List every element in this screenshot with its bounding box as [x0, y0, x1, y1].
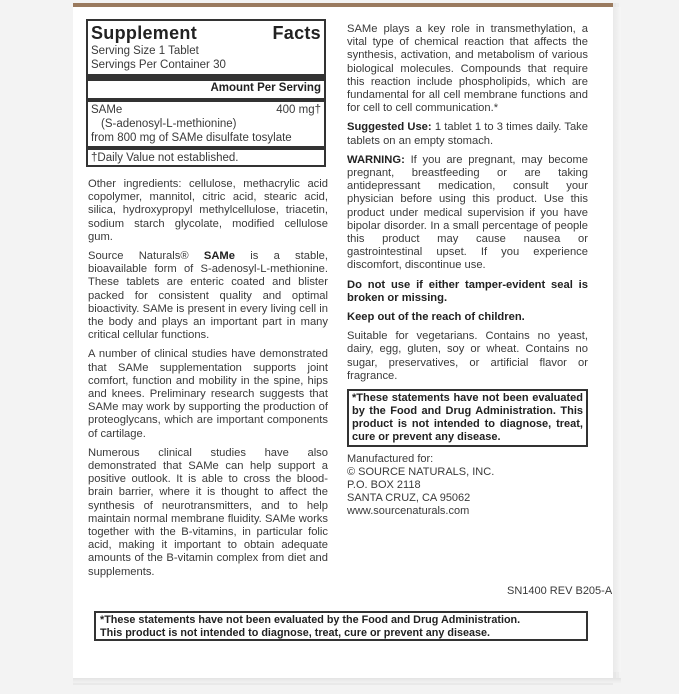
outlook-paragraph: Numerous clinical studies have also demonstrated that SAMe can help support a positive outlook. It is able to cross the blood-brain barrier, where it is thought to affect the synthesis of neurotransmitters, and to help maintain normal membrane fluidity. SAMe works together with the B-vitamins, in particular folic acid, making it important to obtain adequate amounts of the B-vitamin complex from diet and supplements. [88, 446, 328, 578]
transmethylation-paragraph: SAMe plays a key role in transmethylation, a vital type of chemical reaction that affects the synthesis, activation, and metabolism of various biological molecules. Compounds that require this reaction include phospholipids, which are fundamental for all cell membrane functions and for cell to cell communication.* [347, 23, 588, 115]
right-column [347, 23, 588, 518]
intro-paragraph: Source Naturals® SAMe is a stable, bioavailable form of S-adenosyl-L-methionine. These tablets are enteric coated and blister packed for consistent quality and optimal bioactivity. SAMe is present in every living cell in the body and plays an important part in many critical cellular functions. [88, 250, 329, 342]
ingredient-name: SAMe [91, 104, 123, 116]
disclaimer-line-1: *These statements have not been evaluated by the Food and Drug Administration. [100, 614, 521, 626]
vegetarian-note: Suitable for vegetarians. Contains no yeast, dairy, egg, gluten, soy or wheat. Contains no sugar, preservatives, or artificial flavor or fragrance. [347, 330, 588, 382]
manufacturer-info: Manufactured for: © SOURCE NATURALS, INC. P.O. BOX 2118 SANTA CRUZ, CA 95062 www.sourcenaturals.com [347, 453, 495, 518]
disclaimer-line-2: This product is not intended to diagnose, treat, cure or prevent any disease. [100, 627, 490, 639]
amount-per-serving-header: Amount Per Serving [210, 82, 321, 94]
bottom-disclaimer-box [94, 611, 588, 641]
other-ingredients: Other ingredients: cellulose, methacrylic acid copolymer, mannitol, citric acid, stearic acid, silica, hydroxypropyl methylcellulose, triacetin, sodium starch glycolate, modified cellulose gum. [88, 178, 328, 243]
box-side-edge [613, 7, 621, 672]
servings-per-container: Servings Per Container 30 [91, 59, 226, 71]
ingredient-sub: (S-adenosyl-L-methionine) [101, 118, 237, 130]
daily-value-note: †Daily Value not established. [91, 152, 239, 164]
brand-product: SAMe [203, 250, 235, 263]
thick-divider-bottom [88, 146, 324, 150]
facts-title: Supplement Facts [91, 23, 321, 43]
left-column [88, 178, 328, 585]
thick-divider [88, 74, 324, 81]
box-bottom-shadow [73, 678, 621, 683]
revision-code: SN1400 REV B205-A [507, 585, 613, 597]
serving-size: Serving Size 1 Tablet [91, 45, 199, 57]
ingredient-amount: 400 mg† [276, 104, 321, 116]
warning-paragraph: WARNING: If you are pregnant, may become pregnant, breastfeeding or are taking antidepressant medication, consult your physician before using this product. Use this product under medical supervision if you have bipolar disorder. In a small percentage of people this product may cause nausea or gastrointestinal upset. If you experience discomfort, discontinue use. [347, 153, 588, 272]
children-warning: Keep out of the reach of children. [347, 311, 525, 324]
fda-statement-box: *These statements have not been evaluated by the Food and Drug Administration. This product is not intended to diagnose, treat, cure or prevent any disease. [347, 389, 588, 447]
tamper-warning: Do not use if either tamper-evident seal is broken or missing. [347, 278, 588, 304]
suggested-use: Suggested Use: 1 tablet 1 to 3 times daily. Take tablets on an empty stomach. [347, 121, 589, 147]
ingredient-row [91, 103, 321, 117]
joint-paragraph: A number of clinical studies have demonstrated that SAMe supplementation supports joint comfort, function and mobility in the spine, hips and knees. Preliminary research suggests that SAMe may work by supporting the production of proteoglycans, which are important components of cartilage. [88, 348, 328, 440]
supplement-facts-panel [86, 19, 326, 167]
ingredient-source: from 800 mg of SAMe disulfate tosylate [91, 132, 292, 144]
medium-divider [88, 98, 324, 102]
